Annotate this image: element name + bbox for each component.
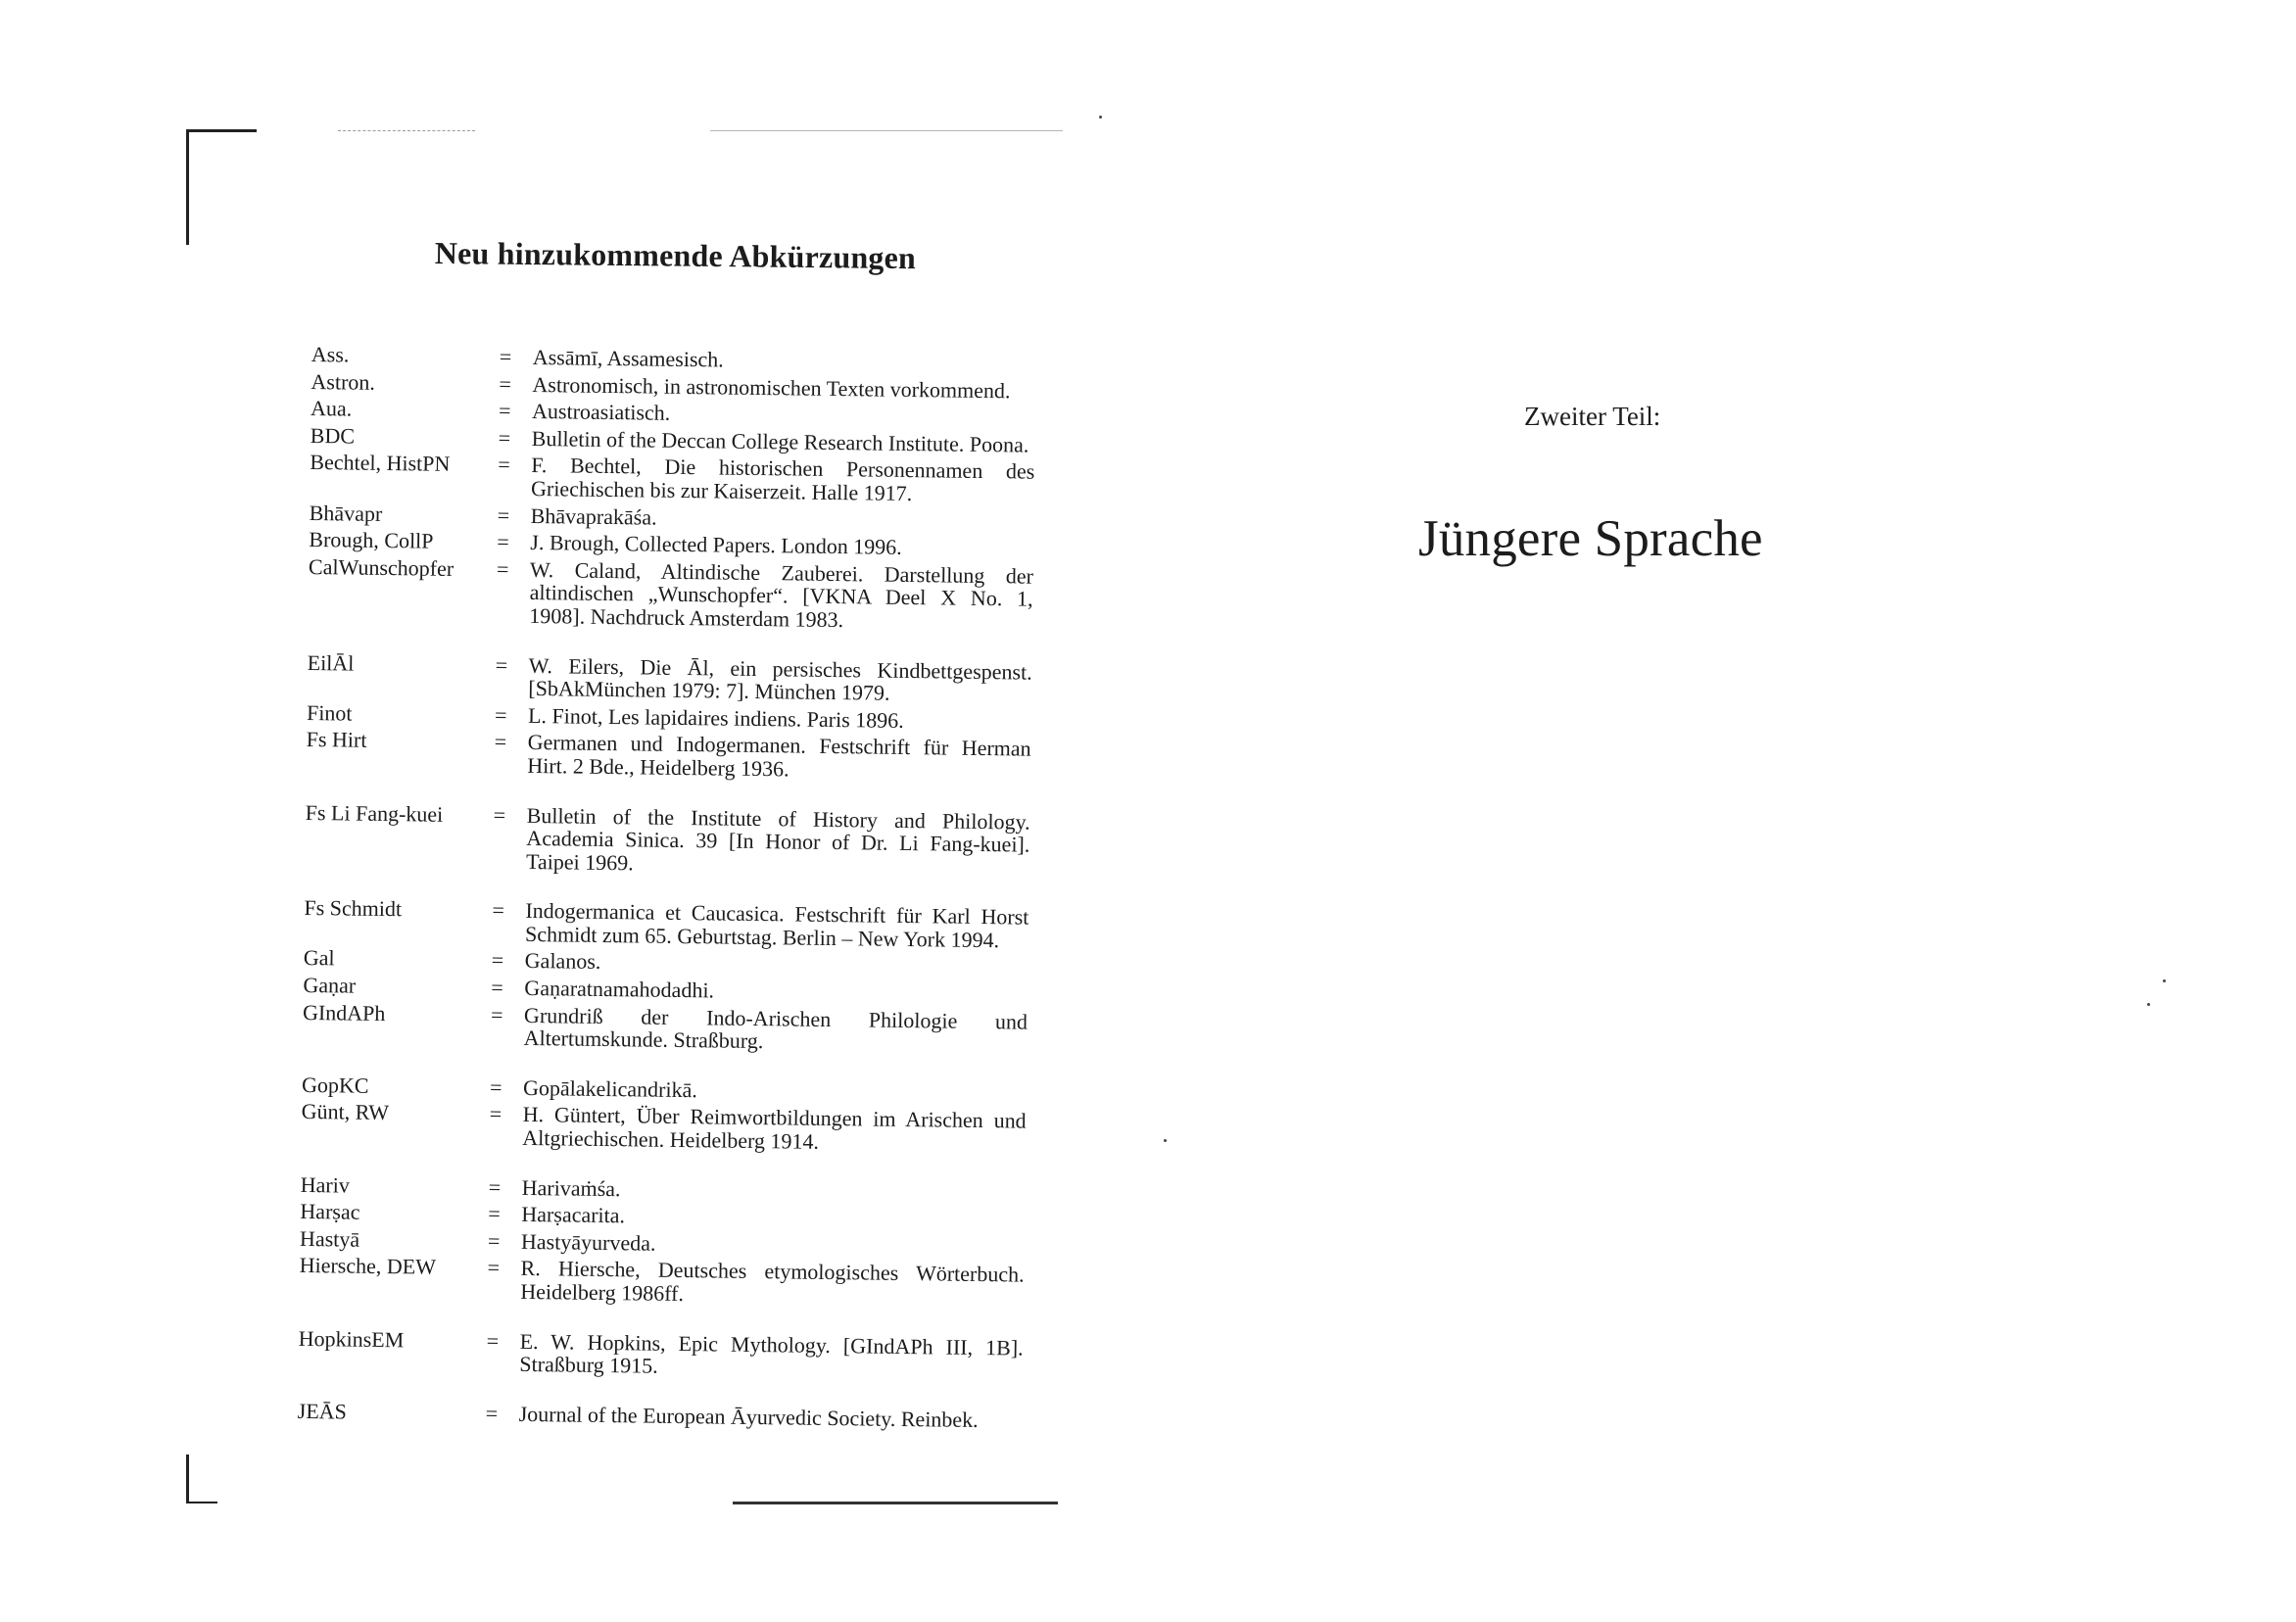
equals-sign: =	[496, 556, 509, 582]
abbreviation-definition: L. Finot, Les lapidaires indiens. Paris 1896.	[527, 702, 904, 733]
equals-sign: =	[493, 801, 506, 828]
abbreviation-definition: W. Eilers, Die Āl, ein persisches Kindbettgespenst. [SbAkMünchen 1979: 7]. München 1979.	[528, 652, 1032, 705]
equals-sign: =	[498, 425, 511, 451]
crop-mark-bottom-left-horizontal	[186, 1502, 217, 1503]
abbreviation-term: Fs Li Fang-kuei	[305, 799, 444, 827]
equals-sign: =	[499, 344, 512, 369]
abbreviation-entry	[304, 896, 1029, 952]
abbreviation-definition: Grundriß der Indo-Arischen Philologie und Altertumskunde. Straßburg.	[523, 1002, 1028, 1054]
abbreviation-entry	[298, 1327, 1024, 1383]
abbreviation-entry	[299, 1254, 1025, 1310]
abbreviation-entry	[305, 800, 1030, 879]
equals-sign: =	[499, 371, 512, 397]
abbreviation-definition: Hastyāyurveda.	[520, 1228, 656, 1256]
abbreviation-definition: Germanen und Indogermanen. Festschrift für Herman Hirt. 2 Bde., Heidelberg 1936.	[527, 730, 1031, 782]
abbreviation-definition: Bulletin of the Deccan College Research Institute. Poona.	[531, 425, 1029, 457]
equals-sign: =	[487, 1255, 501, 1281]
abbreviation-term: CalWunschopfer	[308, 553, 454, 581]
abbreviation-definition: Harivaṁśa.	[521, 1174, 621, 1201]
abbreviation-entry	[306, 728, 1031, 784]
abbreviation-term: Brough, CollP	[309, 527, 434, 553]
abbreviation-definition: R. Hiersche, Deutsches etymologisches Wörterbuch. Heidelberg 1986ff.	[520, 1256, 1025, 1307]
equals-sign: =	[486, 1328, 500, 1354]
abbreviation-definition: F. Bechtel, Die historischen Personennamen des Griechischen bis zur Kaiserzeit. Halle 1917.	[530, 453, 1035, 506]
crop-mark-top-left	[186, 129, 189, 245]
abbreviation-definition: Harṣacarita.	[521, 1202, 626, 1228]
abbreviation-term: Finot	[306, 699, 353, 726]
abbreviation-term: Hiersche, DEW	[299, 1253, 437, 1280]
crop-mark-top-left-horizontal	[186, 129, 257, 132]
part-label: Zweiter Teil:	[1524, 402, 1661, 431]
page-heading: Neu hinzukommende Abkürzungen	[434, 235, 917, 276]
abbreviation-term: Harṣac	[300, 1199, 360, 1224]
abbreviation-entry	[307, 651, 1032, 707]
abbreviation-term: HopkinsEM	[298, 1325, 405, 1352]
abbreviation-entry	[303, 1001, 1028, 1057]
abbreviation-definition: Gaṇaratnamahodadhi.	[524, 975, 715, 1003]
equals-sign: =	[490, 1002, 503, 1027]
top-rule-left	[338, 130, 475, 131]
equals-sign: =	[491, 947, 504, 974]
scan-speck	[2147, 1003, 2150, 1006]
abbreviation-definition: Indogermanica et Caucasica. Festschrift für Karl Horst Schmidt zum 65. Geburtstag. Berlin – New York 1994.	[524, 898, 1029, 953]
abbreviation-definition: Gopālakelicandrikā.	[522, 1074, 697, 1103]
abbreviation-term: Ass.	[311, 342, 350, 367]
abbreviation-entry	[308, 555, 1033, 634]
abbreviation-entry	[301, 1100, 1027, 1156]
abbreviation-term: Gal	[303, 945, 335, 971]
crop-mark-bottom-left	[186, 1455, 189, 1503]
equals-sign: =	[497, 529, 509, 554]
equals-sign: =	[488, 1201, 501, 1226]
abbreviation-definition: W. Caland, Altindische Zauberei. Darstellung der altindischen „Wunschopfer“. [VKNA Deel X No. 1, 1908]. Nachdruck Amsterdam 1983.	[529, 556, 1034, 633]
part-title: Jüngere Sprache	[1418, 510, 1763, 567]
equals-sign: =	[485, 1401, 499, 1426]
scan-speck	[1164, 1139, 1167, 1142]
equals-sign: =	[487, 1228, 501, 1254]
equals-sign: =	[498, 398, 511, 423]
abbreviation-term: BDC	[310, 422, 356, 449]
abbreviation-term: Bhāvapr	[309, 500, 383, 526]
abbreviation-list	[298, 343, 1036, 1436]
abbreviation-term: GopKC	[301, 1072, 369, 1098]
equals-sign: =	[498, 452, 510, 478]
bottom-rule	[733, 1502, 1058, 1504]
abbreviation-definition: H. Güntert, Über Reimwortbildungen im Arischen und Altgriechischen. Heidelberg 1914.	[522, 1102, 1027, 1154]
scan-speck	[2163, 979, 2166, 982]
abbreviation-term: EilĀl	[307, 649, 355, 676]
abbreviation-term: Fs Hirt	[306, 727, 367, 753]
scan-speck	[1099, 116, 1102, 119]
abbreviation-term: Günt, RW	[301, 1099, 390, 1125]
abbreviation-term: JEĀS	[297, 1398, 348, 1424]
abbreviation-definition: Galanos.	[524, 948, 601, 975]
equals-sign: =	[495, 652, 508, 678]
abbreviation-term: Bechtel, HistPN	[310, 450, 451, 477]
abbreviation-term: GIndAPh	[302, 999, 386, 1026]
abbreviation-entry	[298, 1400, 1023, 1432]
abbreviation-entry	[310, 451, 1035, 506]
abbreviation-definition: Astronomisch, in astronomischen Texten vorkommend.	[532, 371, 1011, 403]
abbreviation-term: Astron.	[311, 368, 376, 395]
abbreviation-term: Fs Schmidt	[304, 895, 403, 922]
equals-sign: =	[494, 729, 507, 754]
abbreviation-definition: Bhāvaprakāśa.	[530, 502, 657, 530]
abbreviation-definition: Journal of the European Āyurvedic Society. Reinbek.	[518, 1401, 979, 1432]
top-rule-right	[710, 130, 1063, 131]
equals-sign: =	[489, 1101, 502, 1127]
abbreviation-term: Hastyā	[299, 1225, 360, 1252]
abbreviation-definition: Austroasiatisch.	[531, 399, 671, 425]
equals-sign: =	[489, 1074, 502, 1100]
abbreviation-definition: E. W. Hopkins, Epic Mythology. [GIndAPh III, 1B]. Straßburg 1915.	[519, 1328, 1024, 1378]
abbreviation-term: Gaṇar	[303, 973, 357, 998]
equals-sign: =	[488, 1174, 502, 1200]
equals-sign: =	[492, 897, 505, 923]
abbreviation-term: Aua.	[310, 396, 353, 421]
abbreviation-term: Hariv	[300, 1171, 351, 1198]
abbreviation-definition: Assāmī, Assamesisch.	[532, 344, 724, 372]
equals-sign: =	[494, 702, 507, 728]
abbreviation-definition: J. Brough, Collected Papers. London 1996.	[530, 530, 902, 560]
abbreviation-definition: Bulletin of the Institute of History and Philology. Academia Sinica. 39 [In Honor of Dr. Li Fang-kuei]. Taipei 1969.	[525, 802, 1030, 876]
equals-sign: =	[491, 975, 503, 1000]
equals-sign: =	[497, 502, 510, 528]
